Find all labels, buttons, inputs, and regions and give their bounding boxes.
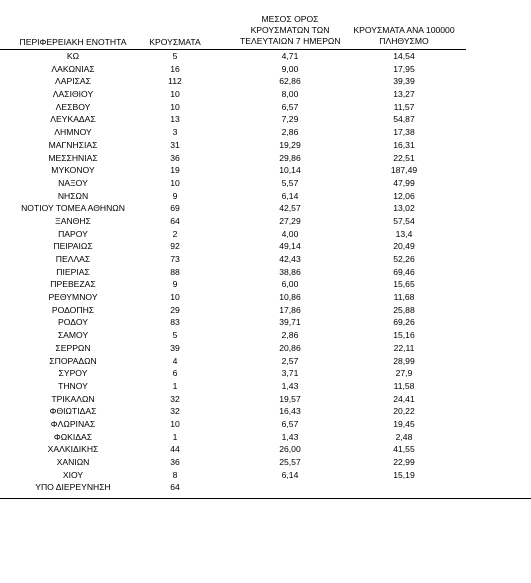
region-cell: ΤΡΙΚΑΛΩΝ <box>51 393 95 404</box>
per-100000-cell: 16,31 <box>393 139 415 150</box>
table-row <box>0 469 531 482</box>
per-100000-cell: 20,49 <box>393 241 415 252</box>
per-100000-cell: 57,54 <box>393 215 415 226</box>
per-100000-cell: 22,51 <box>393 152 415 163</box>
cases-cell: 39 <box>170 342 180 353</box>
per-100000-cell: 13,4 <box>395 228 413 239</box>
cases-cell: 44 <box>170 444 180 455</box>
seven-day-average-cell: 1,43 <box>281 431 299 442</box>
per-100000-cell: 15,65 <box>393 279 415 290</box>
seven-day-average-cell: 39,71 <box>279 317 301 328</box>
seven-day-average-cell: 2,86 <box>281 127 299 138</box>
region-cell: ΣΥΡΟΥ <box>58 368 88 379</box>
table-body <box>0 50 531 494</box>
region-cell: ΠΕΙΡΑΙΩΣ <box>53 241 93 252</box>
cases-cell: 1 <box>172 431 178 442</box>
per-100000-cell: 15,16 <box>393 330 415 341</box>
cases-cell: 10 <box>170 292 180 303</box>
region-cell: ΞΑΝΘΗΣ <box>55 215 91 226</box>
seven-day-average-cell: 4,71 <box>281 51 299 61</box>
region-cell: ΝΑΞΟΥ <box>58 177 88 188</box>
per-100000-cell: 11,57 <box>393 101 415 112</box>
per-100000-cell: 12,06 <box>393 190 415 201</box>
region-cell: ΧΑΛΚΙΔΙΚΗΣ <box>47 444 99 455</box>
table-row <box>0 113 531 126</box>
table-row <box>0 329 531 342</box>
cases-cell: 69 <box>170 203 180 214</box>
seven-day-average-cell: 6,57 <box>281 101 299 112</box>
header-avg-line-1: ΜΕΣΟΣ ΟΡΟΣ <box>261 14 319 24</box>
header-region: ΠΕΡΙΦΕΡΕΙΑΚΗ ΕΝΟΤΗΤΑ <box>19 37 127 47</box>
seven-day-average-cell: 8,00 <box>281 89 299 100</box>
per-100000-cell: 28,99 <box>393 355 415 366</box>
header-cases: ΚΡΟΥΣΜΑΤΑ <box>149 37 201 47</box>
table-row <box>0 50 531 63</box>
region-cell: ΝΗΣΩΝ <box>57 190 89 201</box>
region-cell: ΣΑΜΟΥ <box>57 330 89 341</box>
seven-day-average-cell: 5,57 <box>281 177 299 188</box>
region-cell: ΜΑΓΝΗΣΙΑΣ <box>48 139 98 150</box>
table-row <box>0 304 531 317</box>
cases-cell: 112 <box>168 76 182 87</box>
cases-cell: 83 <box>170 317 180 328</box>
header-per-line-1: ΚΡΟΥΣΜΑΤΑ ΑΝΑ 100000 <box>353 25 455 35</box>
table-row <box>0 443 531 456</box>
cases-cell: 9 <box>172 190 178 201</box>
per-100000-cell: 2,48 <box>395 431 413 442</box>
cases-cell: 8 <box>172 469 178 480</box>
region-cell: ΣΠΟΡΑΔΩΝ <box>49 355 97 366</box>
header-cases-per-100000 <box>342 25 466 47</box>
per-100000-cell: 22,99 <box>393 457 415 467</box>
seven-day-average-cell: 7,29 <box>281 114 299 125</box>
table-row <box>0 355 531 368</box>
seven-day-average-cell: 6,00 <box>281 279 299 290</box>
per-100000-cell: 17,38 <box>393 127 415 138</box>
table-row <box>0 202 531 215</box>
seven-day-average-cell: 6,14 <box>281 190 299 201</box>
region-cell: ΣΕΡΡΩΝ <box>55 342 91 353</box>
cases-cell: 36 <box>170 457 180 467</box>
seven-day-average-cell: 38,86 <box>279 266 301 277</box>
seven-day-average-cell: 10,86 <box>279 292 301 303</box>
region-cell: ΠΕΛΛΑΣ <box>55 254 91 264</box>
table-row <box>0 278 531 291</box>
cases-cell: 5 <box>172 51 178 61</box>
seven-day-average-cell: 25,57 <box>279 457 301 467</box>
cases-cell: 4 <box>172 355 178 366</box>
per-100000-cell: 22,11 <box>393 342 415 353</box>
region-cell: ΦΘΙΩΤΙΔΑΣ <box>49 406 97 417</box>
table-row <box>0 418 531 431</box>
per-100000-cell: 15,19 <box>393 469 415 480</box>
seven-day-average-cell: 2,57 <box>281 355 299 366</box>
cases-cell: 31 <box>170 139 180 150</box>
table-row <box>0 88 531 101</box>
seven-day-average-cell: 6,14 <box>281 469 299 480</box>
per-100000-cell: 41,55 <box>393 444 415 455</box>
region-cell: ΛΑΚΩΝΙΑΣ <box>51 63 95 74</box>
region-cell: ΡΟΔΟΥ <box>58 317 88 328</box>
table-bottom-divider <box>0 498 531 499</box>
table-row <box>0 126 531 139</box>
cases-cell: 10 <box>170 89 180 100</box>
table-row <box>0 152 531 165</box>
cases-cell: 73 <box>170 254 180 264</box>
region-cell: ΛΕΥΚΑΔΑΣ <box>50 114 96 125</box>
cases-cell: 2 <box>172 228 178 239</box>
table-row <box>0 316 531 329</box>
seven-day-average-cell: 9,00 <box>281 63 299 74</box>
table-row <box>0 139 531 152</box>
region-cell: ΛΕΣΒΟΥ <box>55 101 91 112</box>
region-cell: ΦΩΚΙΔΑΣ <box>53 431 93 442</box>
per-100000-cell: 13,27 <box>393 89 415 100</box>
seven-day-average-cell: 49,14 <box>279 241 301 252</box>
table-row <box>0 101 531 114</box>
cases-cell: 36 <box>170 152 180 163</box>
table-row <box>0 431 531 444</box>
per-100000-cell: 25,88 <box>393 304 415 315</box>
table-row <box>0 266 531 279</box>
seven-day-average-cell: 17,86 <box>279 304 301 315</box>
table-row <box>0 75 531 88</box>
seven-day-average-cell: 29,86 <box>279 152 301 163</box>
cases-cell: 9 <box>172 279 178 290</box>
per-100000-cell: 14,54 <box>393 51 415 61</box>
region-cell: ΠΡΕΒΕΖΑΣ <box>50 279 96 290</box>
table-row <box>0 380 531 393</box>
cases-cell: 13 <box>170 114 180 125</box>
seven-day-average-cell: 6,57 <box>281 418 299 429</box>
table-row <box>0 456 531 469</box>
region-cell: ΝΟΤΙΟΥ ΤΟΜΕΑ ΑΘΗΝΩΝ <box>21 203 125 214</box>
cases-cell: 10 <box>170 177 180 188</box>
region-cell: ΥΠΟ ΔΙΕΡΕΥΝΗΣΗ <box>35 482 111 493</box>
seven-day-average-cell: 19,57 <box>279 393 301 404</box>
table-row <box>0 177 531 190</box>
header-avg-line-3: ΤΕΛΕΥΤΑΙΩΝ 7 ΗΜΕΡΩΝ <box>240 36 341 46</box>
seven-day-average-cell: 10,14 <box>279 165 301 176</box>
table-row <box>0 481 531 494</box>
table-row <box>0 190 531 203</box>
cases-cell: 6 <box>172 368 178 379</box>
per-100000-cell: 20,22 <box>393 406 415 417</box>
cases-cell: 3 <box>172 127 178 138</box>
per-100000-cell: 11,58 <box>393 380 415 391</box>
cases-cell: 32 <box>170 406 180 417</box>
region-cell: ΧΙΟΥ <box>62 469 84 480</box>
per-100000-cell: 24,41 <box>393 393 415 404</box>
table-row <box>0 164 531 177</box>
header-seven-day-average <box>240 14 340 47</box>
cases-cell: 29 <box>170 304 180 315</box>
table-row <box>0 405 531 418</box>
region-cell: ΦΛΩΡΙΝΑΣ <box>50 418 96 429</box>
cases-cell: 16 <box>170 63 180 74</box>
per-100000-cell: 69,26 <box>393 317 415 328</box>
seven-day-average-cell: 42,57 <box>279 203 301 214</box>
cases-cell: 10 <box>170 418 180 429</box>
table-row <box>0 228 531 241</box>
header-per-line-2: ΠΛΗΘΥΣΜΟ <box>379 36 429 46</box>
region-cell: ΜΕΣΣΗΝΙΑΣ <box>48 152 98 163</box>
table-row <box>0 342 531 355</box>
region-cell: ΠΙΕΡΙΑΣ <box>56 266 90 277</box>
per-100000-cell: 11,68 <box>393 292 415 303</box>
region-cell: ΠΑΡΟΥ <box>58 228 88 239</box>
seven-day-average-cell: 2,86 <box>281 330 299 341</box>
per-100000-cell: 54,87 <box>393 114 415 125</box>
region-cell: ΛΗΜΝΟΥ <box>54 127 92 138</box>
seven-day-average-cell: 16,43 <box>279 406 301 417</box>
cases-cell: 10 <box>170 101 180 112</box>
per-100000-cell: 13,02 <box>393 203 415 214</box>
seven-day-average-cell: 27,29 <box>279 215 301 226</box>
region-cell: ΡΕΘΥΜΝΟΥ <box>48 292 98 303</box>
per-100000-cell: 47,99 <box>393 177 415 188</box>
per-100000-cell: 27,9 <box>395 368 413 379</box>
region-cell: ΛΑΣΙΘΙΟΥ <box>52 89 94 100</box>
region-cell: ΜΥΚΟΝΟΥ <box>51 165 95 176</box>
table-row <box>0 291 531 304</box>
cases-cell: 92 <box>170 241 180 252</box>
seven-day-average-cell: 26,00 <box>279 444 301 455</box>
table-row <box>0 240 531 253</box>
table-row <box>0 253 531 266</box>
seven-day-average-cell: 42,43 <box>279 254 301 264</box>
cases-cell: 1 <box>172 380 178 391</box>
table-row <box>0 367 531 380</box>
table-row <box>0 215 531 228</box>
header-avg-line-2: ΚΡΟΥΣΜΑΤΩΝ ΤΩΝ <box>250 25 330 35</box>
cases-cell: 5 <box>172 330 178 341</box>
cases-cell: 19 <box>170 165 180 176</box>
per-100000-cell: 17,95 <box>393 63 415 74</box>
per-100000-cell: 187,49 <box>390 165 418 176</box>
region-cell: ΛΑΡΙΣΑΣ <box>55 76 91 87</box>
per-100000-cell: 19,45 <box>393 418 415 429</box>
region-cell: ΤΗΝΟΥ <box>58 380 88 391</box>
seven-day-average-cell: 3,71 <box>281 368 299 379</box>
region-cell: ΡΟΔΟΠΗΣ <box>51 304 95 315</box>
seven-day-average-cell: 1,43 <box>281 380 299 391</box>
cases-cell: 88 <box>170 266 180 277</box>
seven-day-average-cell: 62,86 <box>279 76 301 87</box>
per-100000-cell: 69,46 <box>393 266 415 277</box>
seven-day-average-cell: 20,86 <box>279 342 301 353</box>
seven-day-average-cell: 19,29 <box>279 139 301 150</box>
cases-cell: 32 <box>170 393 180 404</box>
cases-cell: 64 <box>170 482 180 493</box>
per-100000-cell: 39,39 <box>393 76 415 87</box>
seven-day-average-cell: 4,00 <box>281 228 299 239</box>
cases-cell: 64 <box>170 215 180 226</box>
region-cell: ΚΩ <box>66 51 80 61</box>
per-100000-cell: 52,26 <box>393 254 415 264</box>
region-cell: ΧΑΝΙΩΝ <box>56 457 90 467</box>
table-row <box>0 63 531 76</box>
table-row <box>0 393 531 406</box>
